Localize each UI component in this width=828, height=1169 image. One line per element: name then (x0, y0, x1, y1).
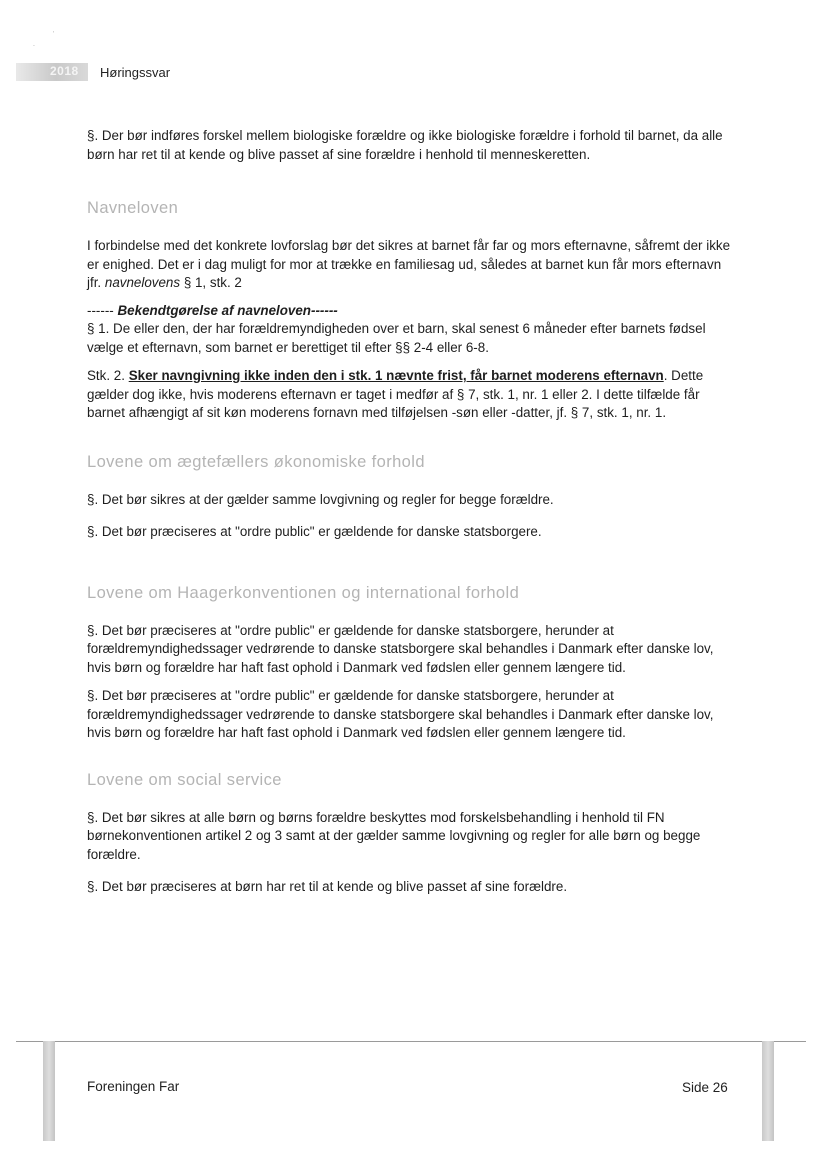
footer-organization: Foreningen Far (87, 1079, 180, 1094)
stk2-rest: . Dette gælder dog ikke, hvis moderens efternavn er taget i medfør af § 7, stk. 1, nr. 1 eller 2. I dette tilfælde får barnet afhængigt af sit køn moderens fornavn med tilføjelsen -søn eller -datter, jf. § 7, stk. 1, nr. 1. (87, 368, 704, 420)
header-year: 2018 (50, 64, 79, 78)
navneloven-italic: navnelovens (104, 275, 181, 290)
stk2-prefix: Stk. 2. (87, 368, 125, 383)
navneloven-paragraph (87, 237, 737, 293)
header-title: Høringssvar (100, 65, 171, 80)
haager-paragraph-2: §. Det bør præciseres at "ordre public" er gældende for danske statsborgere, herunder at forældremyndighedssager vedrørende to danske statsborgere skal behandles i Danmark efter danske lov, hvis børn og forældre har haft fast ophold i Danmark ved fødslen eller gennem længere tid. (87, 688, 714, 740)
intro-paragraph: §. Der bør indføres forskel mellem biologiske forældre og ikke biologiske forældre i forhold til barnet, da alle børn har ret til at kende og blive passet af sine forældre i henhold til menneskeretten. (87, 128, 723, 162)
section-1-paragraph: § 1. De eller den, der har forældremyndigheden over et barn, skal senest 6 måneder efter barnets fødsel vælge et efternavn, som barnet er berettiget til efter §§ 2-4 eller 6-8. (87, 321, 706, 355)
heading-navneloven: Navneloven (87, 199, 179, 217)
social-paragraph-2: §. Det bør præciseres at børn har ret til at kende og blive passet af sine forældre. (87, 879, 568, 894)
aegtefaeller-paragraph-2: §. Det bør præciseres at "ordre public" er gældende for danske statsborgere. (87, 524, 542, 539)
subheading-text: Bekendtgørelse af navneloven------ (117, 302, 338, 318)
heading-aegtefaeller: Lovene om ægtefællers økonomiske forhold (87, 452, 425, 471)
document-body (87, 127, 737, 897)
footer-divider (16, 1041, 806, 1042)
bekendtgoerelse-subheading (87, 302, 737, 321)
heading-haager: Lovene om Haagerkonventionen og international forhold (87, 583, 520, 602)
scan-speck: ˙ (33, 44, 36, 53)
social-paragraph-1: §. Det bør sikres at alle børn og børns forældre beskyttes mod forskelsbehandling i henhold til FN børnekonventionen artikel 2 og 3 samt at der gælder samme lovgivning og regler for alle børn og begge forældre. (87, 809, 701, 862)
heading-social: Lovene om social service (87, 770, 282, 789)
navneloven-tail: § 1, stk. 2 (183, 275, 242, 290)
subheading-dashes: ------ (87, 302, 114, 318)
stk2-emphasis: Sker navngivning ikke inden den i stk. 1 nævnte frist, får barnet moderens efternavn (128, 368, 664, 383)
stk2-paragraph (87, 367, 737, 423)
footer-right-bar (762, 1041, 774, 1141)
navneloven-text: I forbindelse med det konkrete lovforslag bør det sikres at barnet får far og mors efternavne, såfremt der ikke er enighed. Det er i dag muligt for mor at trække en familiesag ud, således at barnet kun får mors efternavn jfr. (87, 238, 731, 290)
haager-paragraph-1: §. Det bør præciseres at "ordre public" er gældende for danske statsborgere, herunder at forældremyndighedssager vedrørende to danske statsborgere skal behandles i Danmark efter danske lov, hvis børn og forældre har haft fast ophold i Danmark ved fødslen eller gennem længere tid. (87, 622, 714, 675)
aegtefaeller-paragraph-1: §. Det bør sikres at der gælder samme lovgivning og regler for begge forældre. (87, 491, 554, 507)
page-number: Side 26 (682, 1080, 728, 1095)
footer-left-bar (43, 1041, 55, 1141)
scan-speck: ʿ (52, 30, 55, 39)
